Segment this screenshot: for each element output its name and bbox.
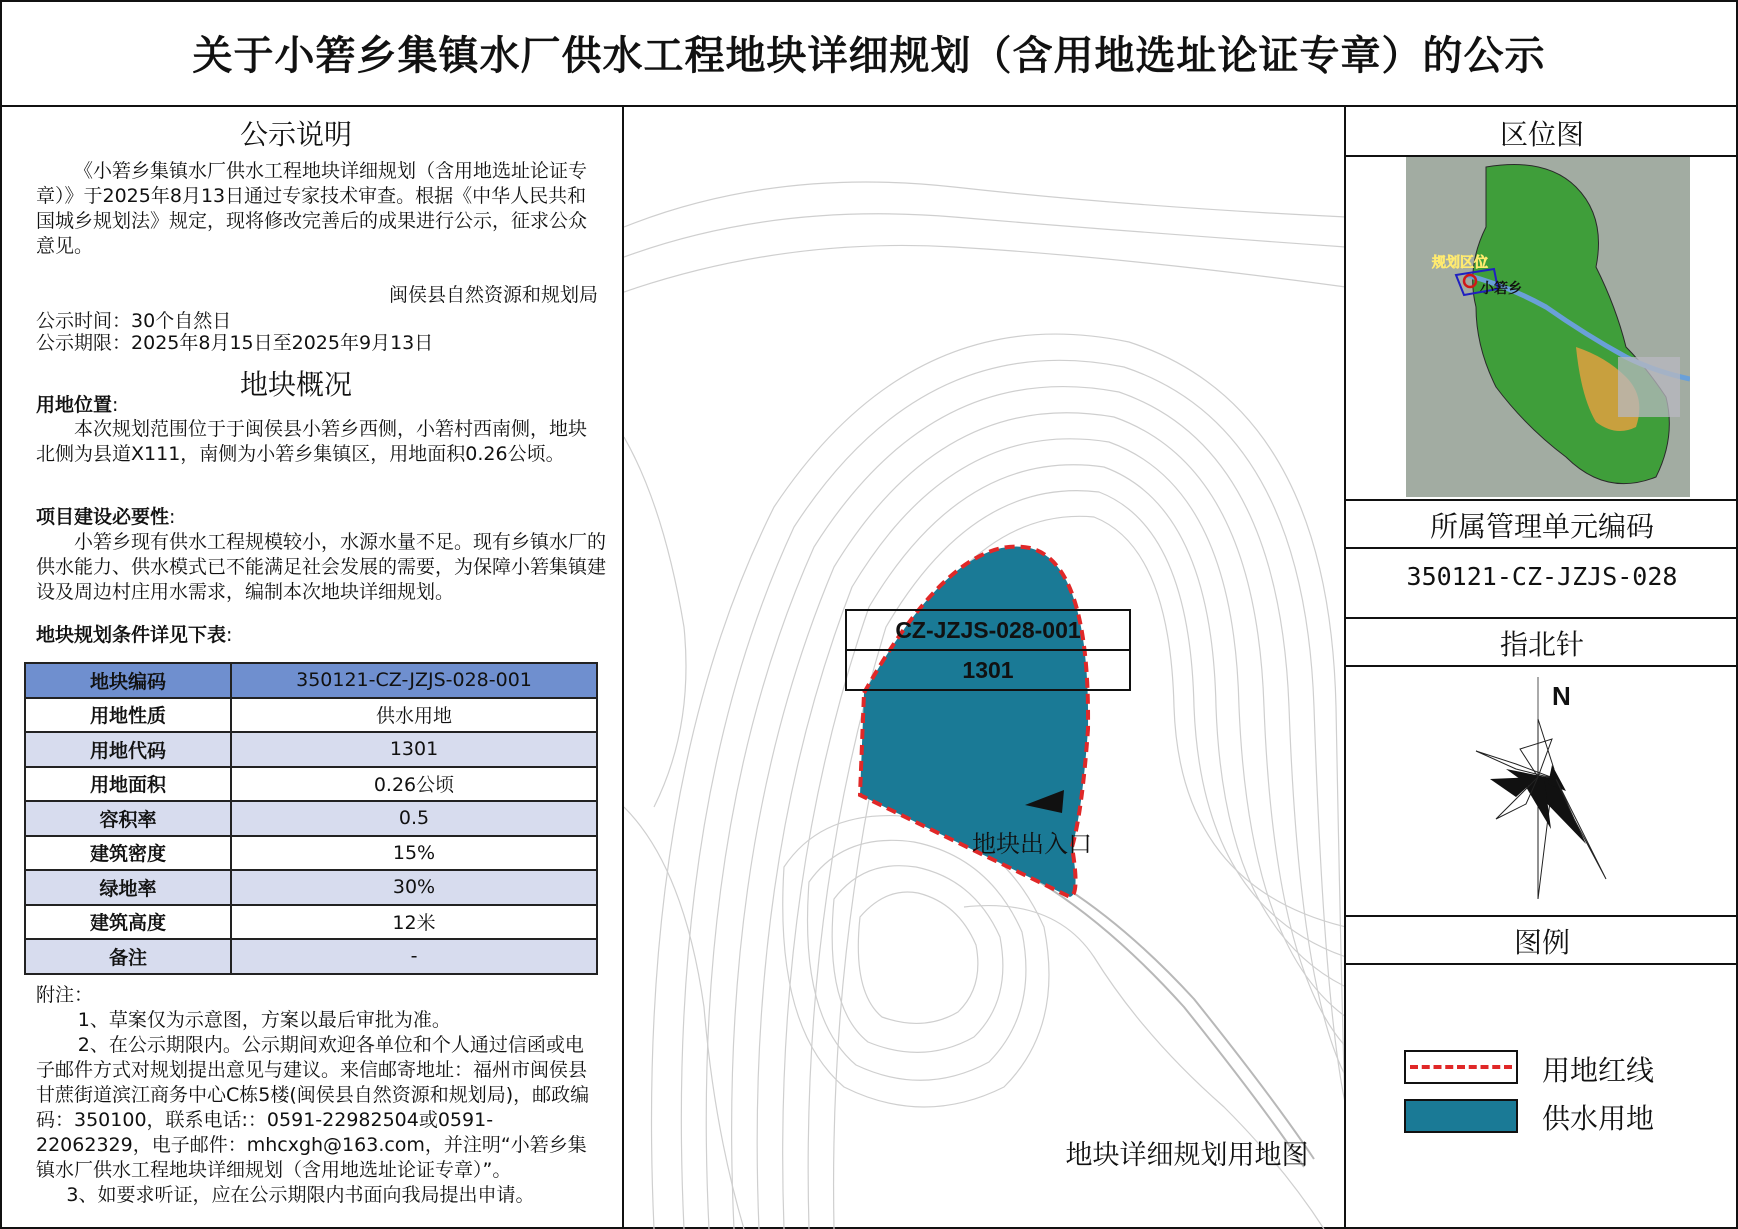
table-key-cell: 地块编码 <box>25 663 231 698</box>
land-code-label: 1301 <box>962 657 1014 683</box>
compass-north-label: N <box>1552 681 1571 711</box>
table-key-cell: 用地面积 <box>25 767 231 802</box>
location-label: 用地位置 <box>36 394 113 416</box>
overview-heading: 地块概况 <box>239 368 352 401</box>
table-row <box>25 870 597 905</box>
location-text: 本次规划范围位于于闽侯县小箬乡西侧，小箬村西南侧，地块北侧为县道X111，南侧为小箬乡集镇区，用地面积0.26公顷。 <box>36 418 588 465</box>
site-plan-map <box>624 107 1346 1229</box>
table-key-cell: 建筑高度 <box>25 905 231 940</box>
necessity-label: 项目建设必要性 <box>36 506 170 528</box>
legend-label-red-line: 用地红线 <box>1542 1054 1655 1087</box>
legend-red-line-swatch <box>1404 1050 1518 1084</box>
compass-heading: 指北针 <box>1499 628 1584 661</box>
red-dashed-line-icon <box>1410 1065 1512 1069</box>
location-map-town-label: 小箬乡 <box>1480 281 1522 297</box>
table-key-cell: 绿地率 <box>25 870 231 905</box>
unit-code-value: 350121-CZ-JZJS-028 <box>1406 562 1678 591</box>
city-area <box>1618 357 1680 417</box>
entrance-label: 地块出入口 <box>972 830 1092 858</box>
unit-code-heading: 所属管理单元编码 <box>1429 510 1654 543</box>
notes-label: 附注： <box>36 984 94 1006</box>
table-row <box>25 698 597 733</box>
table-value-cell: 12米 <box>231 905 597 940</box>
table-value-cell: 0.26公顷 <box>231 767 597 802</box>
location-map-heading: 区位图 <box>1499 118 1584 151</box>
north-arrow-compass <box>1456 669 1656 899</box>
legend-heading: 图例 <box>1513 926 1570 959</box>
notice-period <box>36 331 598 356</box>
access-road-edge <box>1010 857 1314 1159</box>
page-title: 关于小箬乡集镇水厂供水工程地块详细规划（含用地选址论证专章）的公示 <box>0 0 1738 107</box>
map-panel <box>624 107 1346 1229</box>
table-value-cell: - <box>231 939 597 974</box>
left-panel <box>0 107 624 1229</box>
legend-label-water-land: 供水用地 <box>1542 1102 1655 1135</box>
notice-heading: 公示说明 <box>239 118 352 151</box>
table-row <box>25 767 597 802</box>
right-panel <box>1346 107 1738 1229</box>
table-value-cell: 30% <box>231 870 597 905</box>
planning-conditions-table <box>24 662 598 975</box>
note-3: 3、如要求听证，应在公示期限内书面向我局提出申请。 <box>66 1184 535 1206</box>
table-key-cell: 用地性质 <box>25 698 231 733</box>
table-key-cell: 建筑密度 <box>25 836 231 871</box>
notice-body: 《小箬乡集镇水厂供水工程地块详细规划（含用地选址论证专章）》于2025年8月13日通过专家技术审查。根据《中华人民共和国城乡规划法》规定，现将修改完善后的成果进行公示，征求公众意见。 <box>36 160 588 257</box>
table-row <box>25 836 597 871</box>
location-map <box>1406 157 1690 497</box>
time-label: 公示时间： <box>36 310 132 332</box>
table-row <box>25 905 597 940</box>
divider <box>1346 665 1738 667</box>
location-label-row: 用地位置: <box>36 394 119 416</box>
table-intro: 地块规划条件详见下表 <box>36 624 227 646</box>
table-row <box>25 939 597 974</box>
issuer: 闽侯县自然资源和规划局 <box>388 284 598 306</box>
necessity-label-row: 项目建设必要性: <box>36 506 176 528</box>
table-key-cell: 备注 <box>25 939 231 974</box>
table-value-cell: 1301 <box>231 732 597 767</box>
teal-fill-swatch-icon <box>1404 1099 1518 1133</box>
table-key-cell: 用地代码 <box>25 732 231 767</box>
table-intro-row: 地块规划条件详见下表: <box>36 624 233 646</box>
necessity-text: 小箬乡现有供水工程规模较小，水源水量不足。现有乡镇水厂的供水能力、供水模式已不能满足社会发展的需要，为保障小箬集镇建设及周边村庄用水需求，编制本次地块详细规划。 <box>36 531 607 603</box>
divider <box>1346 617 1738 619</box>
note-2: 2、在公示期限内。公示期间欢迎各单位和个人通过信函或电子邮件方式对规划提出意见与建议。来信邮寄地址：福州市闽侯县甘蔗街道滨江商务中心C栋5楼(闽侯县自然资源和规划局)，邮政编码：350100，联系电话:：0591-22982504或0591-22062329，电子邮件：mhcxgh@163.com，并注明“小箬乡集镇水厂供水工程地块详细规划（含用地选址论证专章）”。 <box>36 1034 590 1181</box>
table-row <box>25 663 597 698</box>
divider <box>1346 547 1738 549</box>
plot-code-label: CZ-JZJS-028-001 <box>895 617 1081 643</box>
divider <box>1346 915 1738 917</box>
note-1: 1、草案仅为示意图，方案以最后审批为准。 <box>77 1009 451 1031</box>
period-label: 公示期限： <box>36 332 132 354</box>
divider <box>1346 963 1738 965</box>
time-value: 30个自然日 <box>131 310 232 332</box>
access-road <box>1004 862 1304 1167</box>
location-map-plan-label: 规划区位 <box>1432 255 1488 271</box>
table-row <box>25 732 597 767</box>
table-value-cell: 供水用地 <box>231 698 597 733</box>
table-key-cell: 容积率 <box>25 801 231 836</box>
table-row <box>25 801 597 836</box>
table-value-cell: 0.5 <box>231 801 597 836</box>
table-value-cell: 350121-CZ-JZJS-028-001 <box>231 663 597 698</box>
period-value: 2025年8月15日至2025年9月13日 <box>131 332 434 354</box>
divider <box>1346 499 1738 501</box>
map-caption: 地块详细规划用地图 <box>1065 1140 1309 1171</box>
table-value-cell: 15% <box>231 836 597 871</box>
